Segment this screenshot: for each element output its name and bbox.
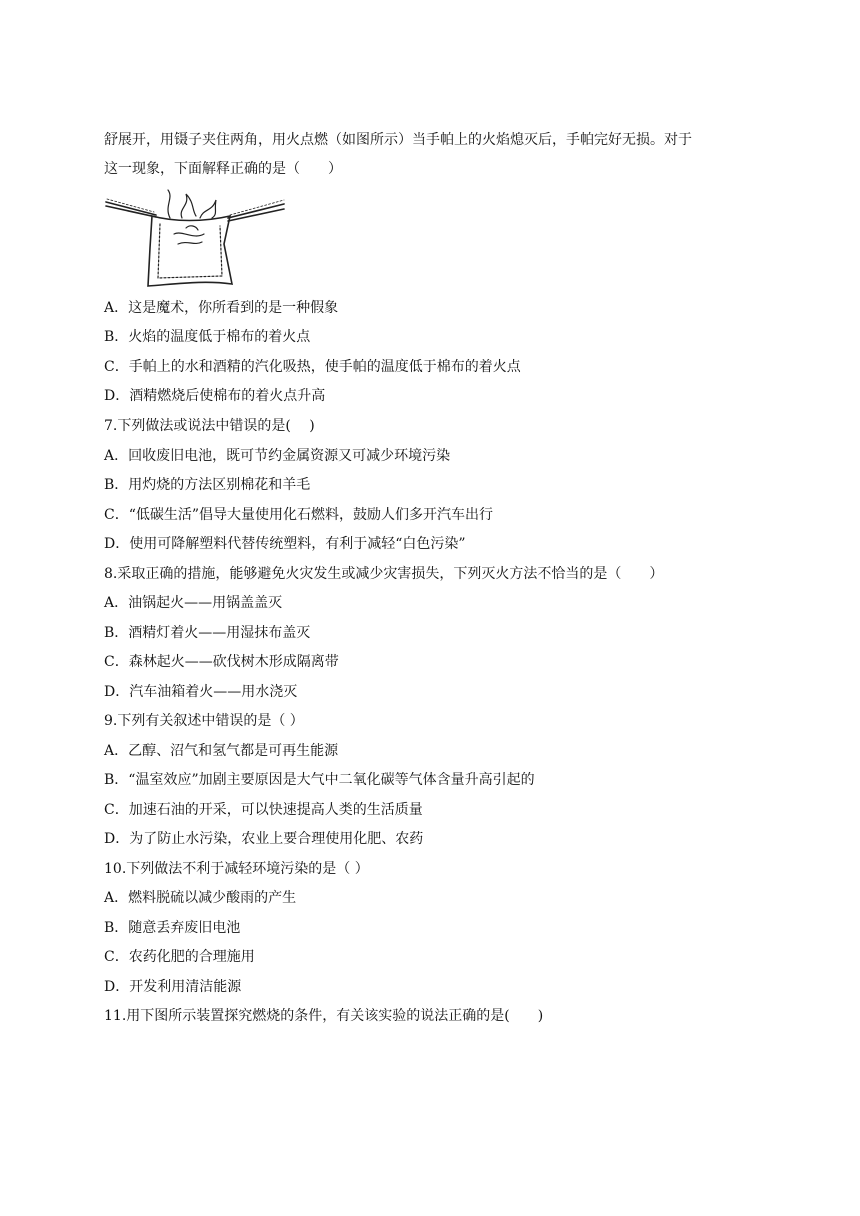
handkerchief-illustration — [104, 188, 286, 290]
q11-stem: 11.用下图所示装置探究燃烧的条件，有关该实验的说法正确的是( ) — [104, 1008, 544, 1024]
q9-option-c: C．加速石油的开采，可以快速提高人类的生活质量 — [104, 802, 423, 818]
q10-option-b: B．随意丢弃废旧电池 — [104, 920, 241, 936]
q10-option-c: C．农药化肥的合理施用 — [104, 949, 255, 965]
q10-stem: 10.下列做法不利于减轻环境污染的是（ ） — [104, 861, 369, 877]
q7-stem: 7.下列做法或说法中错误的是( ) — [104, 418, 315, 434]
q9-stem: 9.下列有关叙述中错误的是（ ） — [104, 713, 304, 729]
q7-option-b: B．用灼烧的方法区别棉花和羊毛 — [104, 477, 311, 493]
q9-option-a: A．乙醇、沼气和氢气都是可再生能源 — [104, 743, 339, 759]
q10-option-a: A．燃料脱硫以减少酸雨的产生 — [104, 890, 297, 906]
q6-option-d: D．酒精燃烧后使棉布的着火点升高 — [104, 388, 326, 404]
q8-option-b: B．酒精灯着火——用湿抹布盖灭 — [104, 625, 311, 641]
q6-option-c: C．手帕上的水和酒精的汽化吸热，使手帕的温度低于棉布的着火点 — [104, 359, 521, 375]
q7-option-c: C．“低碳生活”倡导大量使用化石燃料，鼓励人们多开汽车出行 — [104, 507, 494, 523]
q7-option-a: A．回收废旧电池，既可节约金属资源又可减少环境污染 — [104, 448, 451, 464]
intro-line-1: 舒展开，用镊子夹住两角，用火点燃（如图所示）当手帕上的火焰熄灭后，手帕完好无损。对于 — [104, 132, 692, 148]
q8-option-d: D．汽车油箱着火——用水浇灭 — [104, 684, 298, 700]
q8-option-a: A．油锅起火——用锅盖盖灭 — [104, 595, 283, 611]
q7-option-d: D．使用可降解塑料代替传统塑料，有利于减轻“白色污染” — [104, 536, 466, 552]
intro-line-2: 这一现象，下面解释正确的是（ ） — [104, 161, 342, 177]
q10-option-d: D．开发利用清洁能源 — [104, 979, 242, 995]
q9-option-b: B．“温室效应”加剧主要原因是大气中二氧化碳等气体含量升高引起的 — [104, 772, 535, 788]
q6-option-a: A．这是魔术，你所看到的是一种假象 — [104, 300, 339, 316]
q6-option-b: B．火焰的温度低于棉布的着火点 — [104, 329, 311, 345]
q9-option-d: D．为了防止水污染，农业上要合理使用化肥、农药 — [104, 831, 424, 847]
q8-stem: 8.采取正确的措施，能够避免火灾发生或减少灾害损失，下列灭火方法不恰当的是（ ） — [104, 566, 664, 582]
q8-option-c: C．森林起火——砍伐树木形成隔离带 — [104, 654, 339, 670]
